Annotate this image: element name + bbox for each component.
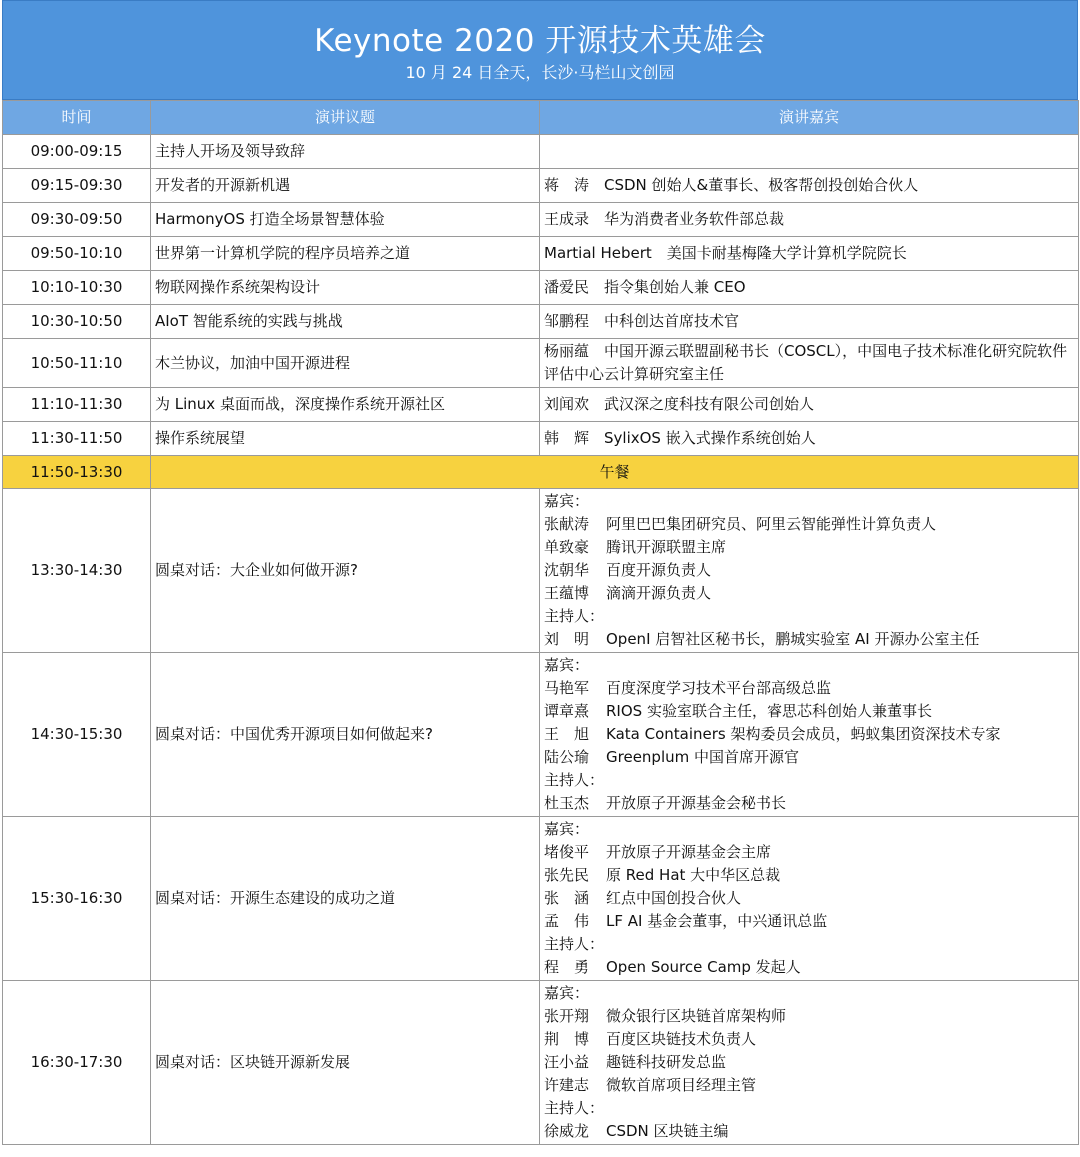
guest-name: 王蕴博 <box>544 584 590 602</box>
row-time: 09:30-09:50 <box>3 203 151 237</box>
table-row <box>3 237 1079 271</box>
guest-name: 许建志 <box>544 1076 590 1094</box>
col-header-speaker: 演讲嘉宾 <box>540 101 1079 135</box>
host-line <box>544 1120 1074 1143</box>
guest-line <box>544 513 1074 536</box>
guest-name: 张 涵 <box>544 889 590 907</box>
host-name: 徐威龙 <box>544 1122 590 1140</box>
row-topic: 为 Linux 桌面而战，深度操作系统开源社区 <box>151 388 540 422</box>
row-speaker: 刘闻欢 武汉深之度科技有限公司创始人 <box>540 388 1079 422</box>
guest-title: RIOS 实验室联合主任，睿思芯科创始人兼董事长 <box>606 702 932 720</box>
row-topic: 世界第一计算机学院的程序员培养之道 <box>151 237 540 271</box>
panel-topic: 圆桌对话：区块链开源新发展 <box>151 981 540 1145</box>
row-speaker <box>540 135 1079 169</box>
row-time: 09:15-09:30 <box>3 169 151 203</box>
guest-name: 张献涛 <box>544 515 590 533</box>
host-title: Open Source Camp 发起人 <box>606 958 801 976</box>
row-speaker: 王成录 华为消费者业务软件部总裁 <box>540 203 1079 237</box>
guest-title: Greenplum 中国首席开源官 <box>606 748 800 766</box>
host-title: 开放原子开源基金会秘书长 <box>606 794 787 812</box>
guest-name: 谭章熹 <box>544 702 590 720</box>
panel-time: 15:30-16:30 <box>3 817 151 981</box>
guest-name: 张先民 <box>544 866 590 884</box>
panel-topic: 圆桌对话：开源生态建设的成功之道 <box>151 817 540 981</box>
guest-title: 开放原子开源基金会主席 <box>606 843 772 861</box>
row-topic: 操作系统展望 <box>151 422 540 456</box>
guest-title: 微软首席项目经理主管 <box>606 1076 757 1094</box>
row-time: 11:10-11:30 <box>3 388 151 422</box>
guest-line <box>544 887 1074 910</box>
panel-row <box>3 817 1079 981</box>
guest-line <box>544 723 1074 746</box>
guest-title: 百度区块链技术负责人 <box>606 1030 757 1048</box>
row-time: 10:10-10:30 <box>3 271 151 305</box>
guest-line <box>544 536 1074 559</box>
panel-time: 16:30-17:30 <box>3 981 151 1145</box>
agenda-sheet <box>2 0 1078 1145</box>
guest-name: 王 旭 <box>544 725 590 743</box>
row-speaker: 邹鹏程 中科创达首席技术官 <box>540 305 1079 339</box>
panel-speakers <box>540 489 1079 653</box>
guest-name: 汪小益 <box>544 1053 590 1071</box>
col-header-time: 时间 <box>3 101 151 135</box>
row-topic: HarmonyOS 打造全场景智慧体验 <box>151 203 540 237</box>
guests-label: 嘉宾： <box>544 984 590 1002</box>
row-speaker: 杨丽蕴 中国开源云联盟副秘书长（COSCL），中国电子技术标准化研究院软件评估中心云计算研究室主任 <box>540 339 1079 388</box>
table-row <box>3 203 1079 237</box>
guests-label: 嘉宾： <box>544 492 590 510</box>
row-topic: 物联网操作系统架构设计 <box>151 271 540 305</box>
row-time: 11:30-11:50 <box>3 422 151 456</box>
guest-line <box>544 700 1074 723</box>
event-title: Keynote 2020 开源技术英雄会 <box>314 23 766 59</box>
panel-row <box>3 981 1079 1145</box>
row-topic: AIoT 智能系统的实践与挑战 <box>151 305 540 339</box>
row-speaker: 蒋 涛 CSDN 创始人&董事长、极客帮创投创始合伙人 <box>540 169 1079 203</box>
row-speaker: 韩 辉 SylixOS 嵌入式操作系统创始人 <box>540 422 1079 456</box>
guest-line <box>544 559 1074 582</box>
host-label: 主持人： <box>544 935 605 953</box>
host-name: 刘 明 <box>544 630 590 648</box>
host-label: 主持人： <box>544 1099 605 1117</box>
agenda-table <box>2 100 1079 1145</box>
host-title: CSDN 区块链主编 <box>606 1122 729 1140</box>
guest-name: 马艳军 <box>544 679 590 697</box>
guest-name: 荆 博 <box>544 1030 590 1048</box>
lunch-label: 午餐 <box>151 456 1079 489</box>
guest-name: 单致豪 <box>544 538 590 556</box>
guest-title: LF AI 基金会董事，中兴通讯总监 <box>606 912 828 930</box>
guest-title: 微众银行区块链首席架构师 <box>606 1007 787 1025</box>
row-topic: 木兰协议，加油中国开源进程 <box>151 339 540 388</box>
panel-speakers <box>540 817 1079 981</box>
guest-line <box>544 1051 1074 1074</box>
guest-title: 原 Red Hat 大中华区总裁 <box>606 866 781 884</box>
row-speaker: Martial Hebert 美国卡耐基梅隆大学计算机学院院长 <box>540 237 1079 271</box>
panel-time: 13:30-14:30 <box>3 489 151 653</box>
row-speaker: 潘爱民 指令集创始人兼 CEO <box>540 271 1079 305</box>
guest-name: 陆公瑜 <box>544 748 590 766</box>
guest-name: 沈朝华 <box>544 561 590 579</box>
guest-title: 百度深度学习技术平台部高级总监 <box>606 679 832 697</box>
guest-title: 百度开源负责人 <box>606 561 712 579</box>
guest-name: 孟 伟 <box>544 912 590 930</box>
guest-line <box>544 910 1074 933</box>
guest-line <box>544 582 1074 605</box>
guests-label: 嘉宾： <box>544 820 590 838</box>
guest-title: 红点中国创投合伙人 <box>606 889 742 907</box>
host-name: 程 勇 <box>544 958 590 976</box>
guest-line <box>544 864 1074 887</box>
panel-topic: 圆桌对话：大企业如何做开源? <box>151 489 540 653</box>
guest-title: 滴滴开源负责人 <box>606 584 712 602</box>
table-row <box>3 339 1079 388</box>
host-line <box>544 628 1074 651</box>
guest-line <box>544 746 1074 769</box>
guest-line <box>544 841 1074 864</box>
guests-label: 嘉宾： <box>544 656 590 674</box>
table-row <box>3 169 1079 203</box>
table-header-row <box>3 101 1079 135</box>
panel-row <box>3 653 1079 817</box>
table-row <box>3 135 1079 169</box>
lunch-row <box>3 456 1079 489</box>
guest-title: 趣链科技研发总监 <box>606 1053 727 1071</box>
table-row <box>3 305 1079 339</box>
panel-speakers <box>540 981 1079 1145</box>
panel-topic: 圆桌对话：中国优秀开源项目如何做起来? <box>151 653 540 817</box>
row-topic: 开发者的开源新机遇 <box>151 169 540 203</box>
guest-title: 腾讯开源联盟主席 <box>606 538 727 556</box>
guest-line <box>544 1074 1074 1097</box>
lunch-time: 11:50-13:30 <box>3 456 151 489</box>
table-row <box>3 388 1079 422</box>
host-title: OpenI 启智社区秘书长，鹏城实验室 AI 开源办公室主任 <box>606 630 980 648</box>
host-name: 杜玉杰 <box>544 794 590 812</box>
host-label: 主持人： <box>544 771 605 789</box>
row-time: 09:00-09:15 <box>3 135 151 169</box>
table-row <box>3 422 1079 456</box>
host-label: 主持人： <box>544 607 605 625</box>
row-topic: 主持人开场及领导致辞 <box>151 135 540 169</box>
event-subtitle: 10 月 24 日全天，长沙·马栏山文创园 <box>405 63 675 82</box>
panel-row <box>3 489 1079 653</box>
agenda-banner <box>2 0 1078 100</box>
guest-title: Kata Containers 架构委员会成员，蚂蚁集团资深技术专家 <box>606 725 1001 743</box>
guest-line <box>544 1005 1074 1028</box>
panel-time: 14:30-15:30 <box>3 653 151 817</box>
row-time: 10:50-11:10 <box>3 339 151 388</box>
guest-name: 堵俊平 <box>544 843 590 861</box>
row-time: 09:50-10:10 <box>3 237 151 271</box>
col-header-topic: 演讲议题 <box>151 101 540 135</box>
host-line <box>544 956 1074 979</box>
guest-title: 阿里巴巴集团研究员、阿里云智能弹性计算负责人 <box>606 515 937 533</box>
table-row <box>3 271 1079 305</box>
guest-line <box>544 677 1074 700</box>
host-line <box>544 792 1074 815</box>
guest-name: 张开翔 <box>544 1007 590 1025</box>
panel-speakers <box>540 653 1079 817</box>
guest-line <box>544 1028 1074 1051</box>
row-time: 10:30-10:50 <box>3 305 151 339</box>
